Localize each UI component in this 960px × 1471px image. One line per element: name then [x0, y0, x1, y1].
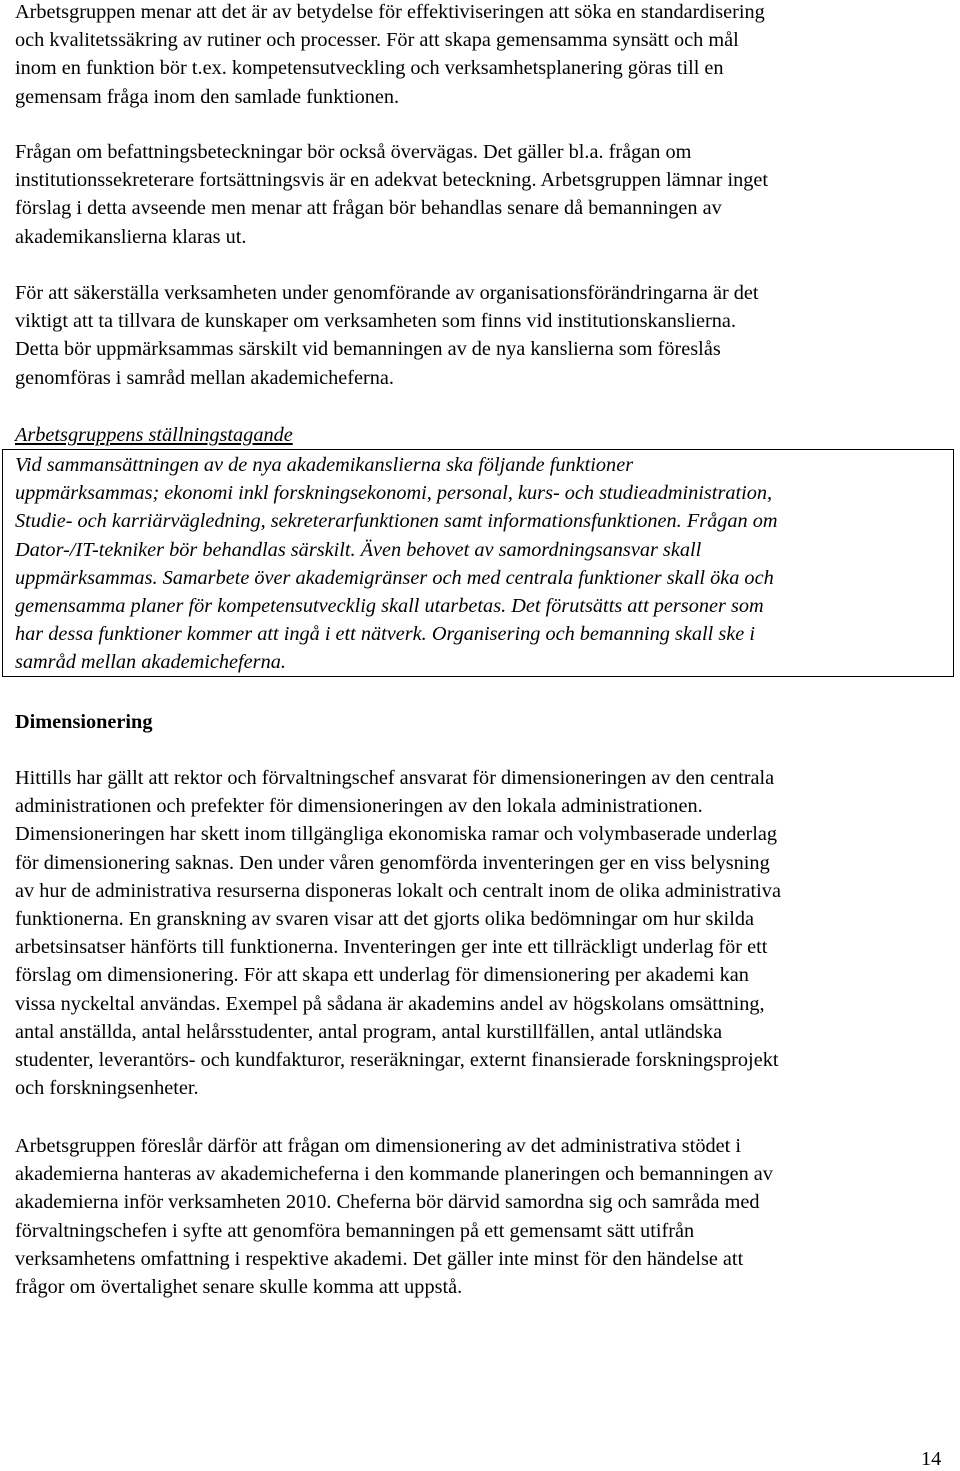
text-line: för dimensionering saknas. Den under våren genomförda inventeringen ger en viss belysning [15, 851, 770, 874]
text-line: antal anställda, antal helårsstudenter, antal program, antal kurstillfällen, antal utländska [15, 1020, 723, 1043]
page-number: 14 [921, 1448, 942, 1470]
text-line: akademikanslierna klaras ut. [15, 225, 247, 248]
text-line: samråd mellan akademicheferna. [15, 651, 286, 674]
text-line: och kvalitetssäkring av rutiner och processer. För att skapa gemensamma synsätt och mål [15, 29, 739, 52]
text-line: institutionssekreterare fortsättningsvis är en adekvat beteckning. Arbetsgruppen lämnar inget [15, 169, 769, 192]
text-line: Frågan om befattningsbeteckningar bör också övervägas. Det gäller bl.a. frågan om [15, 141, 692, 163]
text-line: Detta bör uppmärksammas särskilt vid bemanningen av de nya kanslierna som föreslås [15, 338, 721, 361]
position-box-text [15, 451, 950, 677]
text-line: och forskningsenheter. [15, 1077, 199, 1100]
text-line: genomföras i samråd mellan akademicheferna. [15, 366, 394, 389]
text-line: Arbetsgruppen menar att det är av betydelse för effektiviseringen att söka en standardisering [15, 1, 765, 23]
text-line: akademierna inför verksamheten 2010. Cheferna bör därvid samordna sig och samråda med [15, 1191, 760, 1214]
paragraph-job-titles [15, 138, 950, 251]
paragraph-dimensioning-history [15, 764, 950, 1102]
text-line: viktigt att ta tillvara de kunskaper om verksamheten som finns vid institutionskanslierna. [15, 310, 736, 333]
text-line: inom en funktion bör t.ex. kompetensutveckling och verksamhetsplanering göras till en [15, 57, 724, 80]
paragraph-standardization [15, 0, 950, 111]
text-line: studenter, leverantörs- och kundfakturor, reseräkningar, externt finansierade forskningsprojekt [15, 1049, 779, 1072]
paragraph-proposal [15, 1132, 950, 1301]
text-line: För att säkerställa verksamheten under genomförande av organisationsförändringarna är det [15, 282, 759, 304]
text-line: Arbetsgruppen föreslår därför att frågan om dimensionering av det administrativa stödet i [15, 1135, 741, 1157]
text-line: uppmärksammas. Samarbete över akademigränser och med centrala funktioner skall öka och [15, 566, 774, 589]
text-line: förvaltningschefen i syfte att genomföra bemanningen på ett gemensamt sätt utifrån [15, 1219, 695, 1242]
text-line: förslag om dimensionering. För att skapa ett underlag för dimensionering per akademi kan [15, 964, 749, 987]
text-line: verksamhetens omfattning i respektive akademi. Det gäller inte minst för den händelse att [15, 1247, 744, 1270]
position-heading: Arbetsgruppens ställningstagande [15, 424, 293, 446]
text-line: Vid sammansättningen av de nya akademikanslierna ska följande funktioner [15, 454, 634, 476]
text-line: administrationen och prefekter för dimensioneringen av den lokala administrationen. [15, 795, 703, 818]
text-line: gemensam fråga inom den samlade funktionen. [15, 85, 400, 108]
text-line: Studie- och karriärvägledning, sekreterarfunktionen samt informationsfunktionen. Frågan om [15, 510, 778, 533]
text-line: Dimensioneringen har skett inom tillgängliga ekonomiska ramar och volymbaserade underlag [15, 823, 778, 846]
text-line: gemensamma planer för kompetensutvecklig skall utarbetas. Det förutsätts att personer som [15, 595, 764, 618]
text-line: uppmärksammas; ekonomi inkl forskningsekonomi, personal, kurs- och studieadministration, [15, 482, 773, 505]
section-heading-dimensionering: Dimensionering [15, 711, 153, 733]
text-line: Hittills har gällt att rektor och förvaltningschef ansvarat för dimensioneringen av den centrala [15, 767, 775, 789]
text-line: vissa nyckeltal användas. Exempel på sådana är akademins andel av högskolans omsättning, [15, 992, 765, 1015]
paragraph-knowledge-transfer [15, 279, 950, 392]
text-line: har dessa funktioner kommer att ingå i ett nätverk. Organisering och bemanning skall ske i [15, 623, 755, 646]
text-line: frågor om övertalighet senare skulle komma att uppstå. [15, 1276, 463, 1299]
text-line: akademierna hanteras av akademicheferna i den kommande planeringen och bemanningen av [15, 1163, 773, 1186]
text-line: arbetsinsatser hänförts till funktionerna. Inventeringen ger inte ett tillräckligt underlag för ett [15, 936, 768, 959]
text-line: funktionerna. En granskning av svaren visar att det gjorts olika bedömningar om hur skilda [15, 908, 754, 931]
text-line: Dator-/IT-tekniker bör behandlas särskilt. Även behovet av samordningsansvar skall [15, 538, 702, 561]
text-line: förslag i detta avseende men menar att frågan bör behandlas senare då bemanningen av [15, 197, 722, 220]
text-line: av hur de administrativa resurserna disponeras lokalt och centralt inom de olika administrativa [15, 879, 781, 902]
